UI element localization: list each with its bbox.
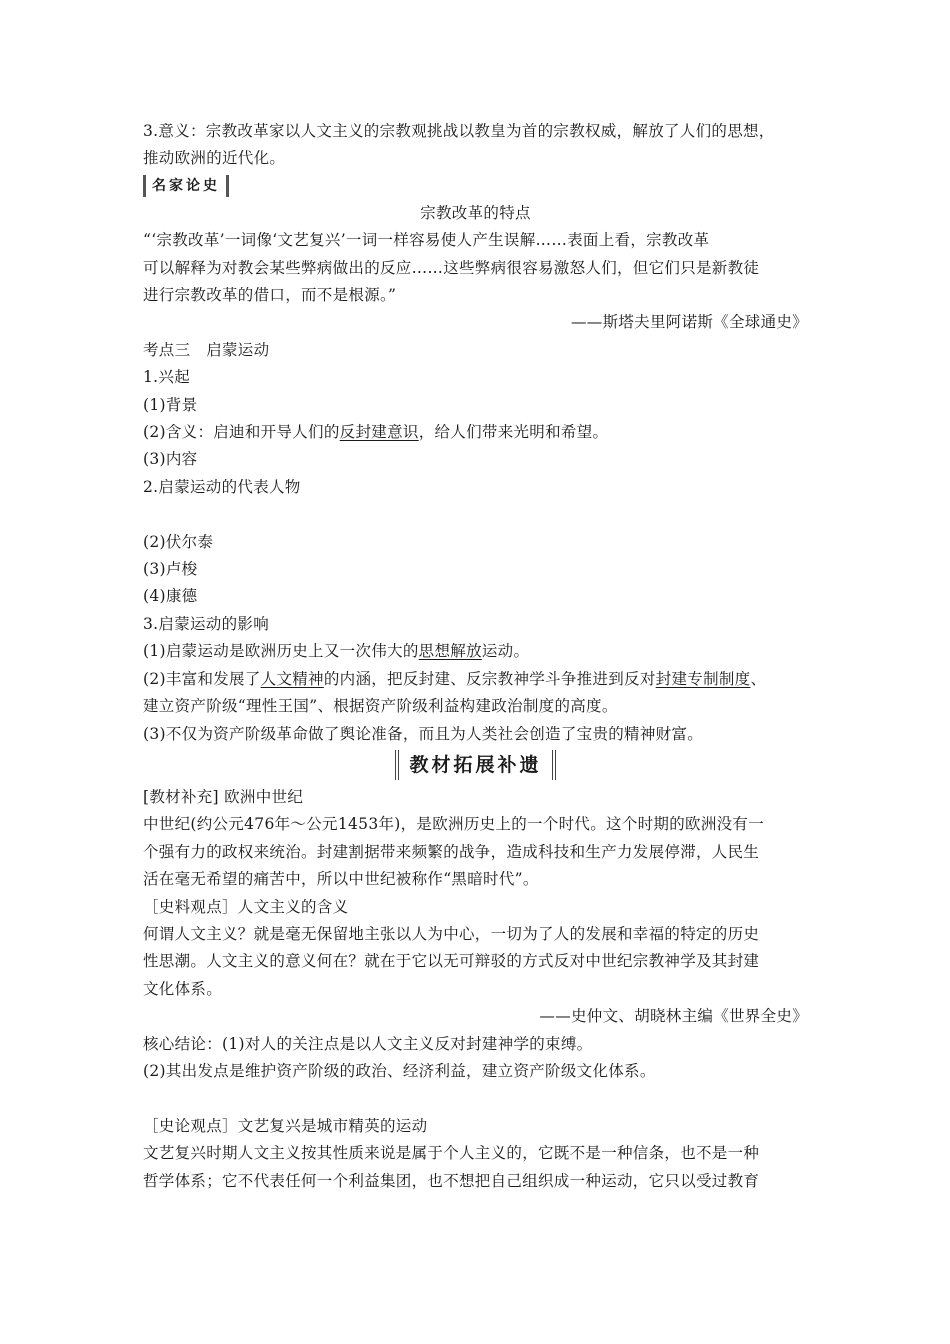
enlightenment-figures: 2.启蒙运动的代表人物 <box>143 477 301 496</box>
core-conclusion-line2: (2)其出发点是维护资产阶级的政治、经济利益，建立资产阶级文化体系。 <box>143 1061 656 1080</box>
enlightenment-content: (3)内容 <box>143 450 198 469</box>
section-heading-enlightenment: 考点三 启蒙运动 <box>143 340 270 359</box>
impact-item-3: (3)不仅为资产阶级革命做了舆论准备，而且为人类社会创造了宝贵的精神财富。 <box>143 724 704 743</box>
figure-rousseau: (3)卢梭 <box>143 560 198 579</box>
famous-quote-line1: “‘宗教改革’一词像‘文艺复兴’一词一样容易使人产生误解……表面上看，宗教改革 <box>143 231 710 250</box>
supplement-title: [教材补充] 欧洲中世纪 <box>143 787 304 806</box>
theory-view-title: ［史论观点］文艺复兴是城市精英的运动 <box>143 1116 428 1135</box>
enlightenment-meaning <box>143 419 808 446</box>
extension-tag-row <box>143 750 808 780</box>
religious-reform-meaning-line1: 3.意义：宗教改革家以人文主义的宗教观挑战以教皇为首的宗教权威，解放了人们的思想， <box>143 122 775 140</box>
supplement-line1: 中世纪(约公元476年～公元1453年)，是欧洲历史上的一个时代。这个时期的欧洲没有一 <box>143 815 765 834</box>
impact2-underlined-1: 人文精神 <box>260 669 324 688</box>
enlightenment-background: (1)背景 <box>143 395 198 414</box>
core-conclusion-line1: 核心结论：(1)对人的关注点是以人文主义反对封建神学的束缚。 <box>143 1034 593 1053</box>
impact-item-2 <box>143 666 808 693</box>
blank-line <box>143 501 808 528</box>
theory-view-line2: 哲学体系；它不代表任何一个利益集团，也不想把自己组织成一种运动，它只以受过教育 <box>143 1171 760 1190</box>
famous-historians-tag: 名家论史 <box>143 175 229 197</box>
historical-view-line3: 文化体系。 <box>143 979 223 998</box>
historical-view-source: ——史仲文、胡晓林主编《世界全史》 <box>539 1007 808 1026</box>
famous-tag-row <box>143 173 808 200</box>
impact1-post: 运动。 <box>481 642 530 661</box>
meaning-text-post: ，给人们带来光明和希望。 <box>418 423 609 442</box>
impact2-underlined-2: 封建专制制度 <box>655 669 751 688</box>
famous-quote-source: ——斯塔夫里阿诺斯《全球通史》 <box>570 313 808 332</box>
impact2-post: 、 <box>750 669 767 688</box>
religious-reform-meaning-line2: 推动欧洲的近代化。 <box>143 149 286 168</box>
document-page <box>143 118 808 1195</box>
historical-view-title: ［史料观点］人文主义的含义 <box>143 897 349 916</box>
impact1-underlined: 思想解放 <box>418 642 482 661</box>
historical-view-line2: 性思潮。人文主义的意义何在？就在于它以无可辩驳的方式反对中世纪宗教神学及其封建 <box>143 952 760 971</box>
textbook-extension-tag: 教材拓展补遗 <box>395 750 555 780</box>
impact1-pre: (1)启蒙运动是欧洲历史上又一次伟大的 <box>143 642 419 661</box>
famous-quote-title: 宗教改革的特点 <box>420 203 531 222</box>
supplement-line2: 个强有力的政权来统治。封建割据带来频繁的战争，造成科技和生产力发展停滞，人民生 <box>143 842 760 861</box>
famous-quote-line3: 进行宗教改革的借口，而不是根源。” <box>143 286 397 305</box>
impact-item-1 <box>143 638 808 665</box>
theory-view-line1: 文艺复兴时期人文主义按其性质来说是属于个人主义的，它既不是一种信条，也不是一种 <box>143 1144 760 1163</box>
figure-voltaire: (2)伏尔泰 <box>143 532 214 551</box>
historical-view-line1: 何谓人文主义？就是毫无保留地主张以人为中心，一切为了人的发展和幸福的特定的历史 <box>143 924 760 943</box>
blank-line-2 <box>143 1085 808 1112</box>
meaning-text-pre: (2)含义：启迪和开导人们的 <box>143 423 340 442</box>
enlightenment-impact: 3.启蒙运动的影响 <box>143 614 269 633</box>
impact2-pre: (2)丰富和发展了 <box>143 669 261 688</box>
meaning-underlined: 反封建意识 <box>339 423 419 442</box>
enlightenment-rise: 1.兴起 <box>143 368 190 387</box>
famous-quote-line2: 可以解释为对教会某些弊病做出的反应……这些弊病很容易激怒人们，但它们只是新教徒 <box>143 258 760 277</box>
figure-kant: (4)康德 <box>143 587 198 606</box>
impact2-mid: 的内涵，把反封建、反宗教神学斗争推进到反对 <box>323 669 656 688</box>
supplement-line3: 活在毫无希望的痛苦中，所以中世纪被称作“黑暗时代”。 <box>143 870 539 889</box>
impact-item-2-line2: 建立资产阶级“理性王国”、根据资产阶级利益构建政治制度的高度。 <box>143 697 618 716</box>
